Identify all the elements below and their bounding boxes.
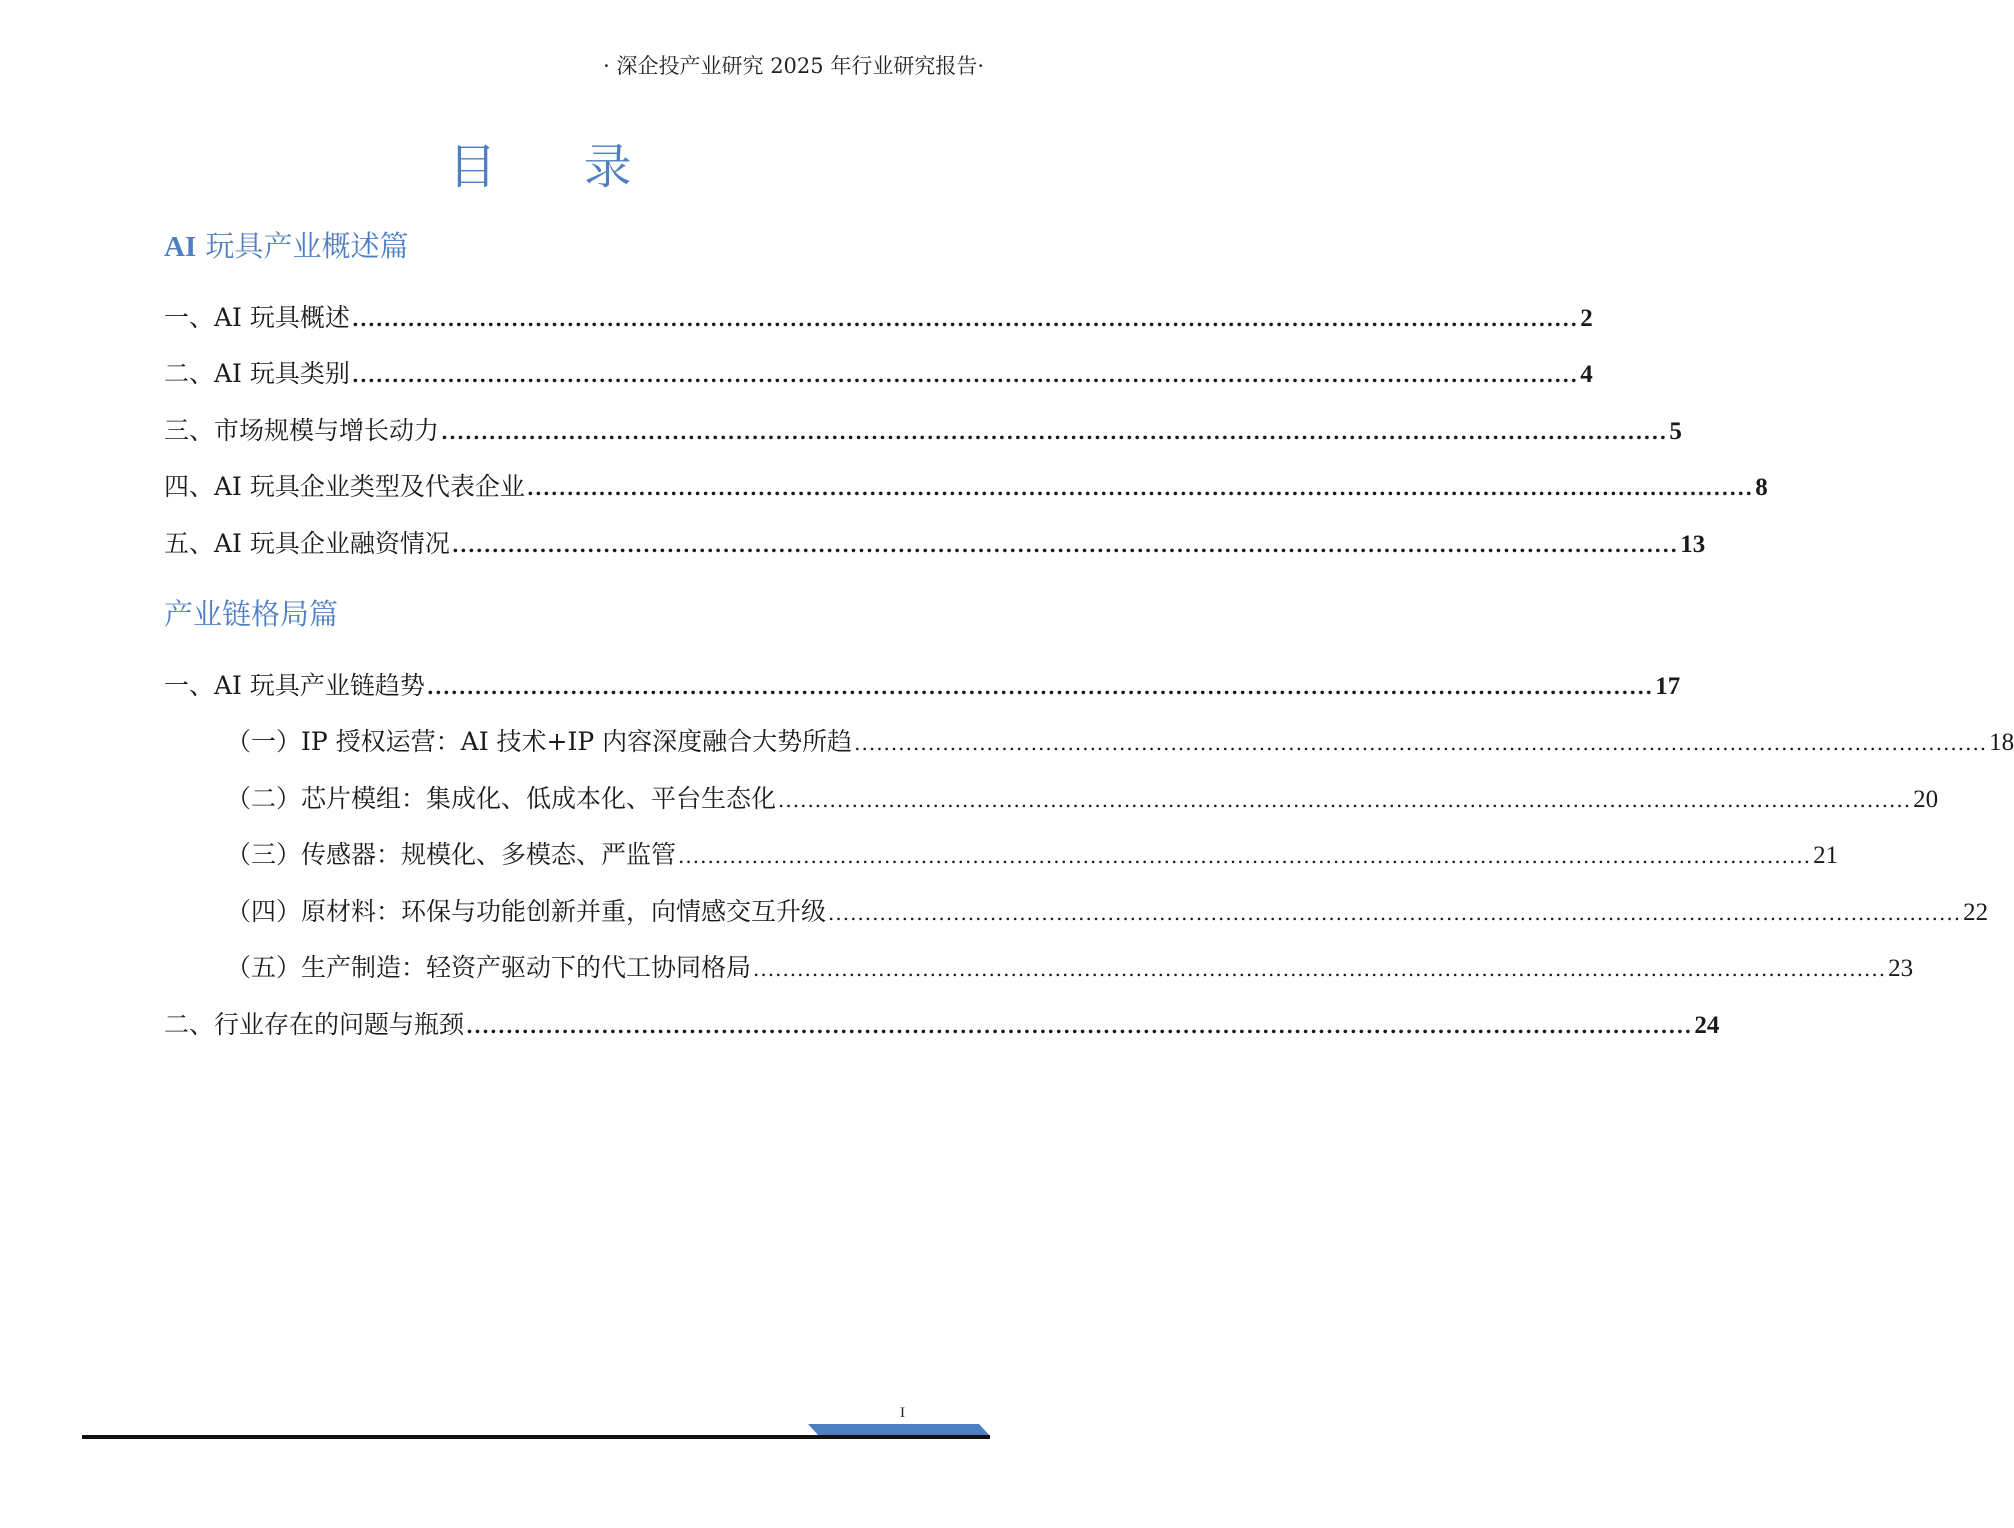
toc-entry-label: （四）原材料：环保与功能创新并重，向情感交互升级 — [226, 897, 827, 926]
dot-leader: .......................................................................................................................................................... — [351, 363, 1579, 387]
toc-subentry[interactable] — [226, 779, 1939, 813]
toc-entry[interactable] — [164, 467, 1768, 501]
toc-entry-label: （三）传感器：规模化、多模态、严监管 — [226, 840, 677, 869]
dot-leader: .......................................................................................................................................................... — [854, 731, 1988, 755]
toc-entry-label: （五）生产制造：轻资产驱动下的代工协同格局 — [226, 953, 752, 982]
toc-entry[interactable] — [164, 666, 1681, 700]
toc-entry[interactable] — [164, 411, 1682, 445]
dot-leader: .......................................................................................................................................................... — [778, 788, 1912, 812]
toc-entry-label: 二、AI 玩具类别 — [164, 359, 350, 388]
dot-leader: .......................................................................................................................................................... — [426, 675, 1654, 699]
toc-entry-label: 二、行业存在的问题与瓶颈 — [164, 1010, 465, 1039]
toc-entry-page: 24 — [1694, 1012, 1720, 1039]
toc-entry-page: 4 — [1580, 361, 1593, 388]
dot-leader: .......................................................................................................................................................... — [441, 420, 1668, 444]
toc-entry[interactable] — [164, 298, 1593, 332]
toc-entry-page: 2 — [1580, 305, 1593, 332]
toc-entry[interactable] — [164, 1005, 1720, 1039]
dot-leader: .......................................................................................................................................................... — [678, 844, 1812, 868]
footer-rule — [82, 1435, 990, 1439]
section-title-text: 玩具产业概述篇 — [196, 229, 409, 263]
toc-entry-page: 23 — [1888, 955, 1914, 982]
toc-entry-label: 三、市场规模与增长动力 — [164, 416, 440, 445]
section-title-overview — [164, 224, 408, 265]
toc-entry-page: 8 — [1755, 474, 1768, 501]
toc-subentry[interactable] — [226, 948, 1914, 982]
toc-entry-label: 四、AI 玩具企业类型及代表企业 — [164, 472, 525, 501]
section-title-text: 产业链格局篇 — [164, 597, 339, 631]
toc-title: 目 录 — [448, 139, 668, 195]
toc-subentry[interactable] — [226, 835, 1839, 869]
page-number: I — [900, 1405, 905, 1421]
toc-entry-page: 17 — [1655, 673, 1681, 700]
toc-entry-page: 5 — [1669, 418, 1682, 445]
toc-entry-page: 13 — [1680, 531, 1706, 558]
section-title-prefix: AI — [164, 231, 197, 263]
toc-entry-label: 一、AI 玩具概述 — [164, 303, 350, 332]
section-title-industry-chain — [164, 592, 338, 633]
toc-entry-label: （一）IP 授权运营：AI 技术+IP 内容深度融合大势所趋 — [226, 727, 853, 756]
running-header: · 深企投产业研究 2025 年行业研究报告· — [603, 54, 984, 78]
toc-entry-label: （二）芯片模组：集成化、低成本化、平台生态化 — [226, 784, 777, 813]
toc-entry-page: 18 — [1989, 729, 2014, 756]
dot-leader: .......................................................................................................................................................... — [451, 533, 1679, 557]
toc-entry[interactable] — [164, 354, 1593, 388]
dot-leader: .......................................................................................................................................................... — [753, 957, 1887, 981]
dot-leader: .......................................................................................................................................................... — [466, 1014, 1693, 1038]
dot-leader: .......................................................................................................................................................... — [526, 476, 1754, 500]
dot-leader: .......................................................................................................................................................... — [351, 307, 1579, 331]
toc-entry-page: 20 — [1913, 786, 1939, 813]
toc-entry-page: 22 — [1963, 899, 1989, 926]
toc-entry-label: 一、AI 玩具产业链趋势 — [164, 671, 425, 700]
dot-leader: .......................................................................................................................................................... — [828, 901, 1962, 925]
toc-entry-page: 21 — [1813, 842, 1839, 869]
toc-subentry[interactable] — [226, 892, 1989, 926]
toc-subentry[interactable] — [226, 722, 2014, 756]
toc-entry-label: 五、AI 玩具企业融资情况 — [164, 529, 450, 558]
toc-entry[interactable] — [164, 524, 1706, 558]
